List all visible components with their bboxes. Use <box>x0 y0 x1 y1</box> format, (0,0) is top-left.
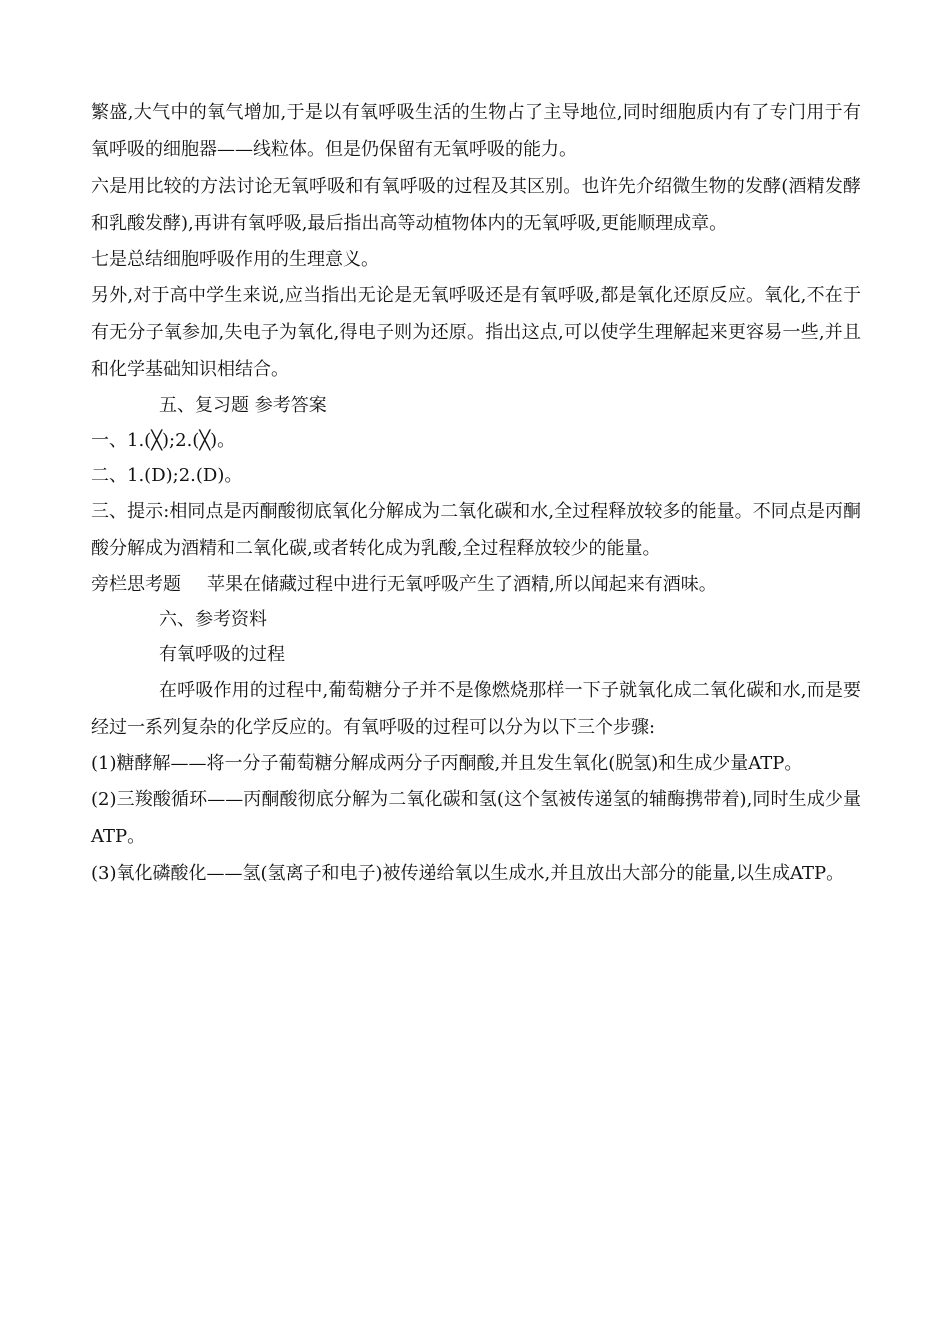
sidebar-question-label: 旁栏思考题 <box>91 574 181 595</box>
paragraph-point-seven: 七是总结细胞呼吸作用的生理意义。 <box>91 249 379 270</box>
paragraph-redox-note: 另外,对于高中学生来说,应当指出无论是无氧呼吸还是有氧呼吸,都是氧化还原反应。氧化,不在于有无分子氧参加,失电子为氧化,得电子则为还原。指出这点,可以使学生理解起来更容易一些,并且和化学基础知识相结合。 <box>91 285 861 380</box>
step-oxidative-phosphorylation: (3)氧化磷酸化——氢(氢离子和电子)被传递给氧以生成水,并且放出大部分的能量,以生成ATP。 <box>91 863 845 884</box>
answer-part-two: 二、1.(D);2.(D)。 <box>91 465 243 486</box>
step-glycolysis: (1)糖酵解——将一分子葡萄糖分解成两分子丙酮酸,并且发生氧化(脱氢)和生成少量ATP。 <box>91 753 803 774</box>
paragraph-intro: 在呼吸作用的过程中,葡萄糖分子并不是像燃烧那样一下子就氧化成二氧化碳和水,而是要经过一系列复杂的化学反应的。有氧呼吸的过程可以分为以下三个步骤: <box>91 680 861 738</box>
paragraph-point-six: 六是用比较的方法讨论无氧呼吸和有氧呼吸的过程及其区别。也许先介绍微生物的发酵(酒精发酵和乳酸发酵),再讲有氧呼吸,最后指出高等动植物体内的无氧呼吸,更能顺理成章。 <box>91 176 861 234</box>
document-page <box>91 94 861 892</box>
sidebar-question-answer <box>91 567 861 602</box>
step-tca-cycle: (2)三羧酸循环——丙酮酸彻底分解为二氧化碳和氢(这个氢被传递氢的辅酶携带着),同时生成少量ATP。 <box>91 789 861 847</box>
answer-part-three: 三、提示:相同点是丙酮酸彻底氧化分解成为二氧化碳和水,全过程释放较多的能量。不同点是丙酮酸分解成为酒精和二氧化碳,或者转化成为乳酸,全过程释放较少的能量。 <box>91 501 861 559</box>
answer-part-one: 一、1.(╳);2.(╳)。 <box>91 430 236 451</box>
section-heading-references: 六、参考资料 <box>159 609 267 630</box>
section-heading-review-answers: 五、复习题 参考答案 <box>159 395 327 416</box>
subsection-title: 有氧呼吸的过程 <box>159 644 285 665</box>
paragraph-mitochondria: 繁盛,大气中的氧气增加,于是以有氧呼吸生活的生物占了主导地位,同时细胞质内有了专门用于有氧呼吸的细胞器——线粒体。但是仍保留有无氧呼吸的能力。 <box>91 102 861 160</box>
sidebar-question-text: 苹果在储藏过程中进行无氧呼吸产生了酒精,所以闻起来有酒味。 <box>207 574 717 595</box>
